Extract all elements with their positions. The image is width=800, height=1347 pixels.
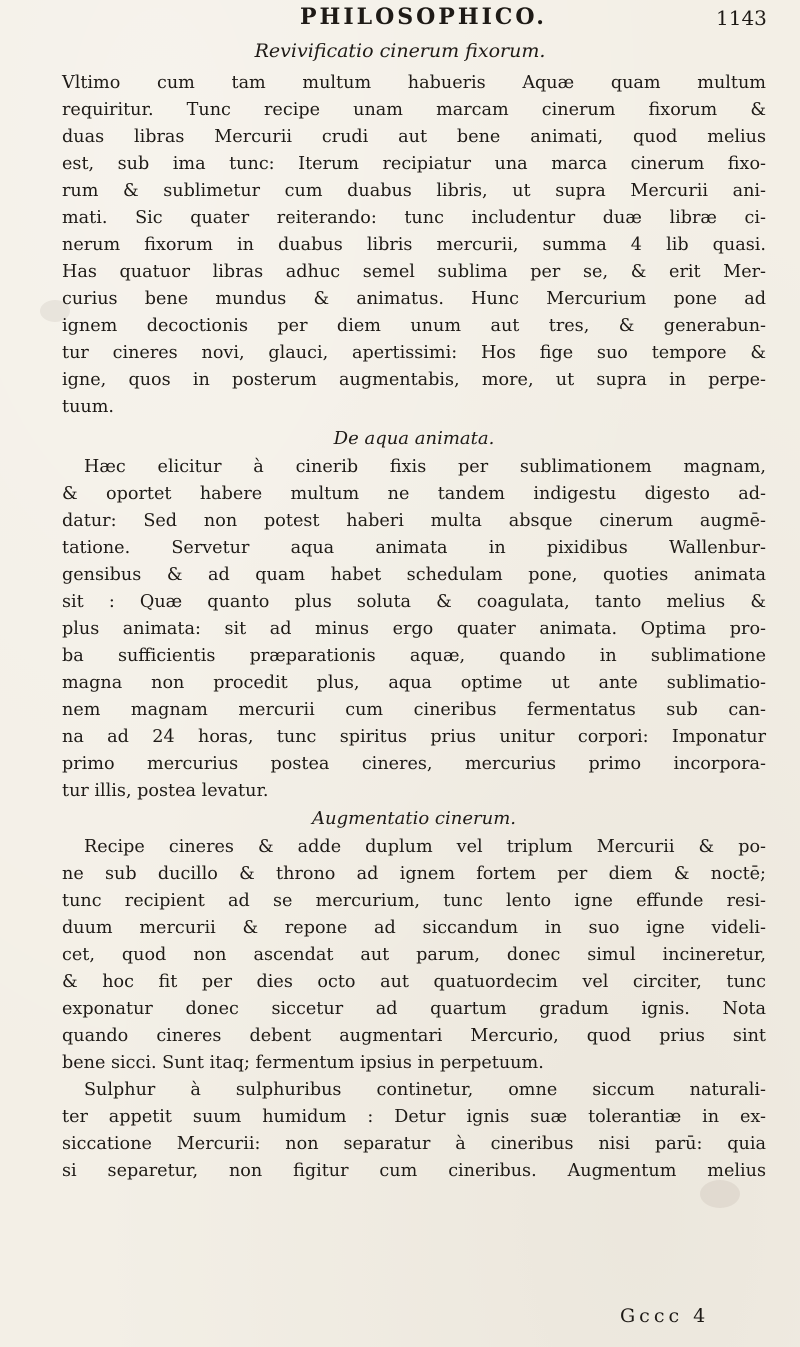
- text-line: Recipe cineres & adde duplum vel triplum Mercurii & po-: [84, 837, 766, 857]
- text-line: ter appetit suum humidum : Detur ignis suæ tolerantiæ in ex-: [62, 1107, 766, 1127]
- text-line: & hoc fit per dies octo aut quatuordecim vel circiter, tunc: [62, 972, 766, 992]
- text-line: siccatione Mercurii: non separatur à cineribus nisi parū: quia: [62, 1134, 766, 1154]
- section-title-revivificatio: [0, 40, 800, 62]
- section-title: De aqua animata.: [333, 428, 495, 449]
- text-line: ba sufficientis præparationis aquæ, quando in sublimatione: [62, 646, 766, 666]
- text-line: primo mercurius postea cineres, mercurius primo incorpora-: [62, 754, 766, 774]
- text-line: nem magnam mercurii cum cineribus fermentatus sub can-: [62, 700, 766, 720]
- text-line: quando cineres debent augmentari Mercurio, quod prius sint: [62, 1026, 766, 1046]
- text-line: Sulphur à sulphuribus continetur, omne siccum naturali-: [84, 1080, 766, 1100]
- text-line: magna non procedit plus, aqua optime ut ante sublimatio-: [62, 673, 766, 693]
- text-line: cet, quod non ascendat aut parum, donec simul incineretur,: [62, 945, 766, 965]
- text-line: duas libras Mercurii crudi aut bene animati, quod melius: [62, 127, 766, 147]
- section-augmentatio-cinerum: [62, 804, 766, 1185]
- text-line: & oportet habere multum ne tandem indigestu digesto ad-: [62, 484, 766, 504]
- text-line: ignem decoctionis per diem unum aut tres, & generabun-: [62, 316, 766, 336]
- section-revivificatio-body: [62, 70, 766, 421]
- text-line: na ad 24 horas, tunc spiritus prius unitur corpori: Imponatur: [62, 727, 766, 747]
- signature-catchword: Gccc 4: [620, 1305, 710, 1327]
- running-title: PHILOSOPHICO.: [300, 4, 547, 30]
- text-line: igne, quos in posterum augmentabis, more, ut supra in perpe-: [62, 370, 766, 390]
- section-title: Revivificatio cinerum fixorum.: [254, 40, 546, 62]
- section-de-aqua-animata: [62, 424, 766, 805]
- text-line: exponatur donec siccetur ad quartum gradum ignis. Nota: [62, 999, 766, 1019]
- text-line: mati. Sic quater reiterando: tunc includentur duæ libræ ci-: [62, 208, 766, 228]
- text-line: Vltimo cum tam multum habueris Aquæ quam multum: [62, 73, 766, 93]
- text-line: si separetur, non figitur cum cineribus. Augmentum melius: [62, 1161, 766, 1181]
- text-line: requiritur. Tunc recipe unam marcam cinerum fixorum &: [62, 100, 766, 120]
- text-line: bene sicci. Sunt itaq; fermentum ipsius in perpetuum.: [62, 1053, 544, 1073]
- text-line: rum & sublimetur cum duabus libris, ut supra Mercurii ani-: [62, 181, 766, 201]
- text-line: sit : Quæ quanto plus soluta & coagulata, tanto melius &: [62, 592, 766, 612]
- section-title: Augmentatio cinerum.: [311, 808, 516, 829]
- text-line: Hæc elicitur à cinerib fixis per sublimationem magnam,: [84, 457, 766, 477]
- text-line: est, sub ima tunc: Iterum recipiatur una marca cinerum fixo-: [62, 154, 766, 174]
- text-line: tuum.: [62, 397, 115, 417]
- text-line: nerum fixorum in duabus libris mercurii, summa 4 lib quasi.: [62, 235, 766, 255]
- text-line: tatione. Servetur aqua animata in pixidibus Wallenbur-: [62, 538, 766, 558]
- text-line: Has quatuor libras adhuc semel sublima per se, & erit Mer-: [62, 262, 766, 282]
- text-line: tur cineres novi, glauci, apertissimi: Hos fige suo tempore &: [62, 343, 766, 363]
- text-line: curius bene mundus & animatus. Hunc Mercurium pone ad: [62, 289, 766, 309]
- page-number: 1143: [716, 6, 767, 30]
- text-line: datur: Sed non potest haberi multa absque cinerum augmē-: [62, 511, 766, 531]
- text-line: tunc recipient ad se mercurium, tunc lento igne effunde resi-: [62, 891, 766, 911]
- text-line: ne sub ducillo & throno ad ignem fortem per diem & noctē;: [62, 864, 766, 884]
- text-line: plus animata: sit ad minus ergo quater animata. Optima pro-: [62, 619, 766, 639]
- text-line: duum mercurii & repone ad siccandum in suo igne videli-: [62, 918, 766, 938]
- text-line: gensibus & ad quam habet schedulam pone, quoties animata: [62, 565, 766, 585]
- text-line: tur illis, postea levatur.: [62, 781, 269, 801]
